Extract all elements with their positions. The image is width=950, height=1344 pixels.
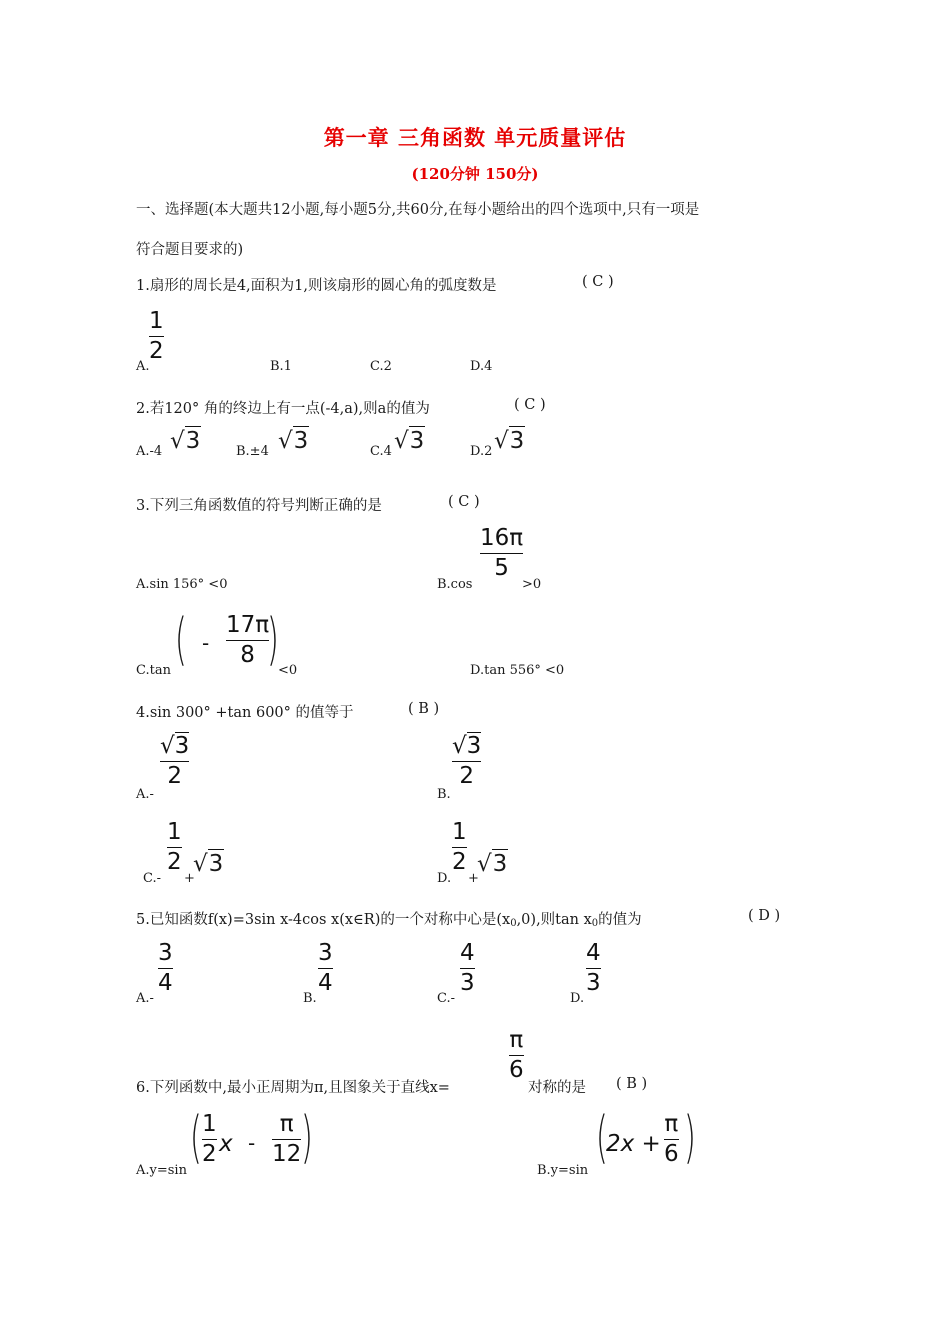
fraction-denominator: 3	[586, 970, 601, 997]
fraction-denominator: 4	[318, 970, 333, 997]
q6-option-a-fraction1	[202, 1112, 217, 1168]
q3-option-c-suffix: <0	[278, 663, 298, 678]
q2-answer: ( C )	[514, 397, 546, 413]
q5-option-a-label: A.-	[136, 991, 154, 1006]
left-paren: (	[595, 1105, 608, 1170]
q5-stem	[136, 908, 642, 929]
q2-option-d-label: D.2	[470, 444, 493, 459]
fraction-denominator: 2	[167, 849, 182, 876]
q6-stem-part1: 6.下列函数中,最小正周期为π,且图象关于直线x=	[136, 1080, 450, 1096]
q2-option-b-sqrt: √3	[278, 428, 309, 454]
q3-stem: 3.下列三角函数值的符号判断正确的是	[136, 498, 382, 514]
section-instructions-line2: 符合题目要求的)	[136, 242, 244, 258]
q5-stem-part2: ,0),则tan x	[516, 912, 592, 928]
q1-option-d: D.4	[470, 359, 493, 374]
page-title: 第一章 三角函数 单元质量评估	[323, 125, 627, 150]
radicand: 3	[492, 851, 508, 877]
q2-option-a-label: A.-4	[136, 444, 163, 459]
q6-option-a-x: x	[219, 1131, 233, 1157]
q2-option-a-sqrt: √3	[170, 428, 201, 454]
q1-option-a-label: A.	[136, 359, 150, 374]
q3-option-c-minus: -	[202, 631, 210, 655]
q6-option-b-fraction	[664, 1112, 679, 1168]
fraction-denominator: 12	[272, 1141, 302, 1168]
q1-answer: ( C )	[582, 274, 614, 290]
q5-option-d-fraction	[586, 941, 601, 997]
fraction-numerator: 3	[318, 940, 333, 966]
section-instructions-line1: 一、选择题(本大题共12小题,每小题5分,共60分,在每小题给出的四个选项中,只有一项是	[136, 202, 700, 218]
q3-option-c-label: C.tan	[136, 663, 171, 678]
q4-option-c-fraction	[167, 820, 182, 876]
q2-option-b-label: B.±4	[236, 444, 269, 459]
radicand: 3	[185, 428, 201, 454]
fraction-numerator: 1	[167, 819, 182, 845]
q3-option-b-suffix: >0	[522, 577, 542, 592]
q6-option-a-fraction2	[272, 1112, 301, 1168]
q4-option-c-sqrt: √3	[193, 851, 224, 877]
q4-option-a-fraction	[160, 734, 189, 790]
subscript-zero: 0	[591, 918, 599, 929]
q1-option-b: B.1	[270, 359, 292, 374]
radicand: 3	[293, 428, 309, 454]
q6-option-b-label: B.y=sin	[537, 1163, 589, 1178]
fraction-denominator: 4	[158, 970, 173, 997]
fraction-denominator: 5	[494, 555, 509, 582]
radicand: 3	[174, 733, 190, 759]
q3-option-b-fraction	[480, 526, 523, 582]
fraction-numerator: π	[664, 1111, 679, 1137]
left-paren: (	[189, 1105, 202, 1170]
subscript-zero: 0	[510, 918, 517, 929]
fraction-numerator: √3	[160, 733, 190, 759]
q4-option-b-fraction	[452, 734, 481, 790]
fraction-numerator: 1	[452, 819, 467, 845]
q3-option-c-fraction	[226, 613, 269, 669]
q6-option-a-label: A.y=sin	[136, 1163, 187, 1178]
radicand: 3	[208, 851, 224, 877]
fraction-denominator: 3	[460, 970, 475, 997]
fraction-denominator: 2	[149, 338, 164, 365]
radicand: 3	[466, 733, 482, 759]
fraction-denominator: 8	[240, 642, 255, 669]
q3-answer: ( C )	[448, 494, 480, 510]
radicand: 3	[409, 428, 425, 454]
q5-answer: ( D )	[748, 908, 781, 924]
q6-option-b-term: 2x +	[606, 1131, 661, 1157]
q1-option-c: C.2	[370, 359, 392, 374]
fraction-numerator: 3	[158, 940, 173, 966]
q5-option-b-fraction	[318, 941, 333, 997]
q1-stem: 1.扇形的周长是4,面积为1,则该扇形的圆心角的弧度数是	[136, 278, 497, 294]
fraction-numerator: 4	[460, 940, 475, 966]
q5-stem-part3: 的值为	[598, 912, 642, 928]
q5-option-c-label: C.-	[437, 991, 456, 1006]
right-paren: )	[683, 1105, 696, 1170]
q4-option-d-label: D.	[437, 871, 452, 886]
fraction-denominator: 2	[167, 763, 182, 790]
q4-option-c-plus: +	[184, 871, 195, 886]
q4-option-d-plus: +	[468, 871, 479, 886]
page-subtitle: (120分钟 150分)	[411, 165, 539, 183]
right-paren: )	[300, 1105, 313, 1170]
fraction-denominator: 6	[664, 1141, 679, 1168]
fraction-denominator: 6	[509, 1057, 524, 1084]
q3-option-b-label: B.cos	[437, 577, 473, 592]
q2-option-c-label: C.4	[370, 444, 392, 459]
fraction-numerator: √3	[452, 733, 482, 759]
q6-stem-part2: 对称的是	[528, 1080, 586, 1096]
fraction-numerator: 17π	[226, 612, 270, 638]
q5-option-d-label: D.	[570, 991, 585, 1006]
q4-stem: 4.sin 300° +tan 600° 的值等于	[136, 705, 354, 721]
fraction-numerator: π	[509, 1027, 524, 1053]
q3-option-d: D.tan 556° <0	[470, 663, 565, 678]
left-paren: (	[174, 607, 187, 672]
q4-option-c-label: C.-	[143, 871, 162, 886]
q6-answer: ( B )	[616, 1076, 648, 1092]
q5-option-a-fraction	[158, 941, 173, 997]
fraction-numerator: 16π	[480, 525, 524, 551]
q5-option-c-fraction	[460, 941, 475, 997]
q4-option-d-fraction	[452, 820, 467, 876]
right-paren: )	[266, 607, 279, 672]
fraction-numerator: 4	[586, 940, 601, 966]
q4-option-a-label: A.-	[136, 787, 154, 802]
fraction-numerator: 1	[202, 1111, 217, 1137]
q1-option-a-fraction	[149, 309, 164, 365]
q5-stem-part1: 5.已知函数f(x)=3sin x-4cos x(x∈R)的一个对称中心是(x	[136, 912, 511, 928]
fraction-denominator: 2	[452, 849, 467, 876]
fraction-denominator: 2	[202, 1141, 217, 1168]
radicand: 3	[509, 428, 525, 454]
fraction-denominator: 2	[459, 763, 474, 790]
q6-option-a-minus: -	[248, 1131, 256, 1155]
q2-stem: 2.若120° 角的终边上有一点(-4,a),则a的值为	[136, 401, 430, 417]
q6-stem-fraction	[509, 1028, 524, 1084]
q2-option-d-sqrt: √3	[494, 428, 525, 454]
q2-option-c-sqrt: √3	[394, 428, 425, 454]
q4-option-d-sqrt: √3	[477, 851, 508, 877]
fraction-numerator: π	[279, 1111, 294, 1137]
q4-option-b-label: B.	[437, 787, 451, 802]
q4-answer: ( B )	[408, 701, 440, 717]
q3-option-a: A.sin 156° <0	[136, 577, 228, 592]
q5-option-b-label: B.	[303, 991, 317, 1006]
fraction-numerator: 1	[149, 308, 164, 334]
